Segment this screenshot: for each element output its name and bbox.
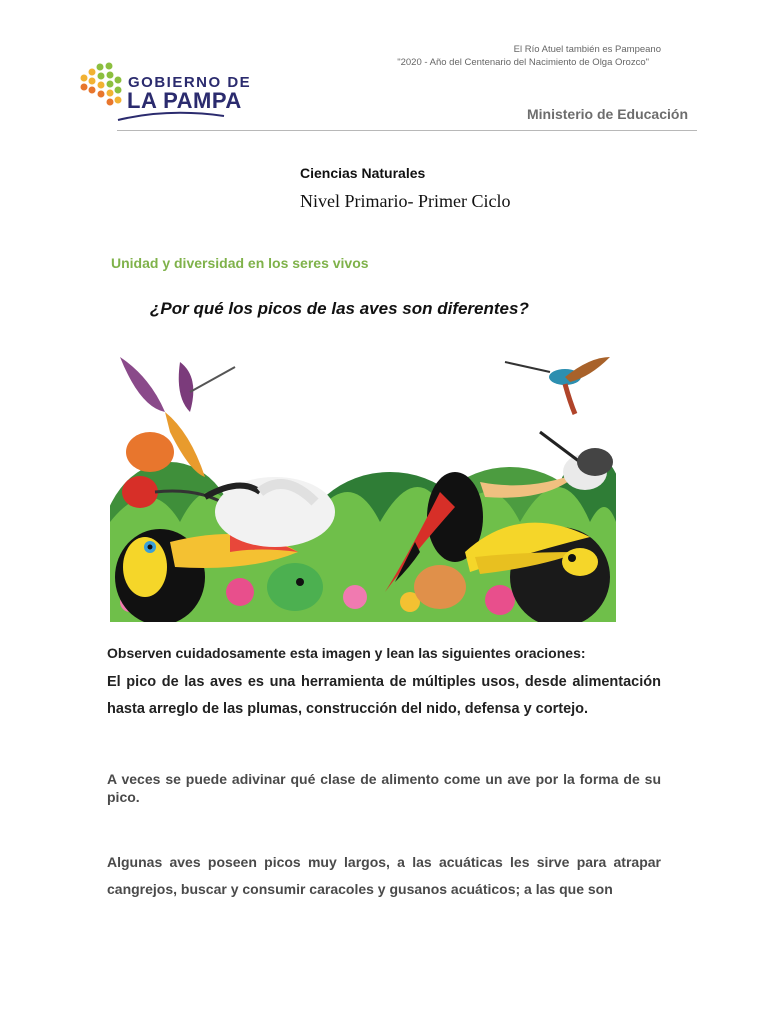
header-motto-2: "2020 - Año del Centenario del Nacimiento de Olga Orozco": [397, 57, 649, 68]
unit-heading: Unidad y diversidad en los seres vivos: [111, 255, 369, 271]
paragraph-beak-food: A veces se puede adivinar qué clase de alimento come un ave por la forma de su pico.: [107, 771, 661, 805]
level-title: Nivel Primario- Primer Ciclo: [300, 191, 511, 211]
header-divider: [117, 130, 697, 131]
ministry-name: Ministerio de Educación: [526, 106, 688, 122]
paragraph-long-beaks: Algunas aves poseen picos muy largos, a las acuáticas les sirve para atrapar cangrejos, buscar y consumir caracoles y gusanos acuáticos; a las que son: [107, 854, 661, 897]
main-question: ¿Por qué los picos de las aves son diferentes?: [150, 299, 529, 318]
subject-title: Ciencias Naturales: [300, 165, 426, 181]
logo-text-gobierno: GOBIERNO DE: [128, 74, 252, 91]
paragraph-instruction: Observen cuidadosamente esta imagen y lean las siguientes oraciones:: [107, 645, 586, 661]
birds-illustration: [110, 352, 616, 622]
header-motto-1: El Río Atuel también es Pampeano: [513, 44, 661, 55]
paragraph-beak-uses: El pico de las aves es una herramienta de múltiples usos, desde alimentación hasta arreglo de las plumas, construcción del nido, defensa y cortejo.: [107, 674, 661, 717]
logo-text-la-pampa: LA PAMPA: [127, 88, 242, 113]
